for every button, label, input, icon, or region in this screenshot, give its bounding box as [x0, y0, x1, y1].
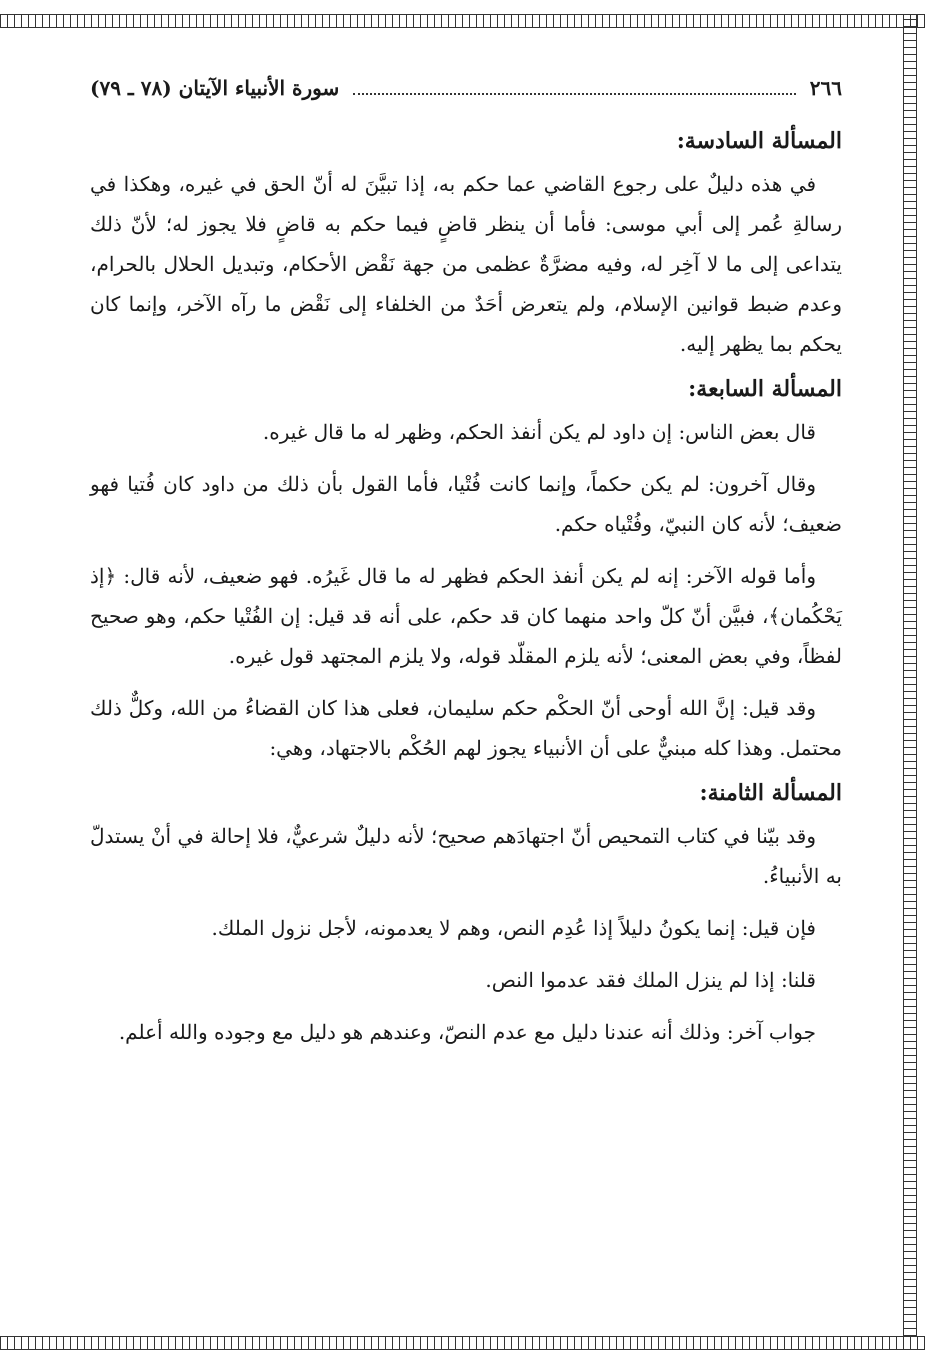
page-number: ٢٦٦ [809, 76, 842, 100]
page-content [90, 76, 842, 1064]
paragraph: في هذه دليلٌ على رجوع القاضي عما حكم به، إذا تبيَّنَ له أنّ الحق في غيره، وهكذا في رسالةِ عُمر إلى أبي موسى: فأما أن ينظر قاضٍ فيما حكم به قاضٍ فلا يجوز له؛ لأنّ ذلك يتداعى إلى ما لا آخِر له، وفيه مضرَّةٌ عظمى من جهة نَقْض الأحكام، وتبديل الحلال بالحرام، وعدم ضبط قوانين الإسلام، ولم يتعرض أحَدٌ من الخلفاء إلى نَقْض ما رآه الآخر، وإنما كان يحكم بما يظهر إليه. [90, 172, 842, 356]
paragraph: وقال آخرون: لم يكن حكماً، وإنما كانت فُتْيا، فأما القول بأن ذلك من داود كان فُتيا فهو ضعيف؛ لأنه كان النبيّ، وفُتْياه حكم. [90, 472, 842, 536]
paragraph: جواب آخر: وذلك أنه عندنا دليل مع عدم النصّ، وعندهم هو دليل مع وجوده والله أعلم. [118, 1020, 816, 1044]
header-dot-leader [353, 83, 796, 95]
header-title: سورة الأنبياء الآيتان (٧٨ ـ ٧٩) [90, 76, 340, 100]
section-heading-7: المسألة السابعة: [688, 376, 842, 402]
paragraph: فإن قيل: إنما يكونُ دليلاً إذا عُدِم النص، وهم لا يعدمونه، لأجل نزول الملك. [211, 916, 816, 940]
section-heading-8: المسألة الثامنة: [699, 780, 842, 806]
paragraph: وقد قيل: إنَّ الله أوحى أنّ الحكْم حكم سليمان، فعلى هذا كان القضاءُ من الله، وكلٌّ ذلك محتمل. وهذا كله مبنيٌّ على أن الأنبياء يجوز لهم الحُكْم بالاجتهاد، وهي: [90, 696, 842, 760]
running-header [90, 76, 842, 116]
paragraph: وأما قوله الآخر: إنه لم يكن أنفذ الحكم فظهر له ما قال غَيرُه. فهو ضعيف، لأنه قال: ﴿إذ يَحْكُمان﴾، فبيَّن أنّ كلّ واحد منهما كان قد حكم، على أنه قد قيل: إن الفُتْيا حكم، وهو صحيح لفظاً، وفي بعض المعنى؛ لأنه يلزم المقلّد قوله، ولا يلزم المجتهد قول غيره. [90, 564, 842, 668]
section-heading-6: المسألة السادسة: [676, 128, 842, 154]
right-ornamental-border [903, 14, 917, 1350]
top-ornamental-border [0, 14, 925, 28]
paragraph: قال بعض الناس: إن داود لم يكن أنفذ الحكم، وظهر له ما قال غيره. [262, 420, 816, 444]
bottom-ornamental-border [0, 1336, 925, 1350]
paragraph: قلنا: إذا لم ينزل الملك فقد عدموا النص. [485, 968, 816, 992]
paragraph: وقد بيّنا في كتاب التمحيص أنّ اجتهادَهم صحيح؛ لأنه دليلٌ شرعيٌّ، فلا إحالة في أنْ يستدلّ به الأنبياءُ. [90, 824, 842, 888]
